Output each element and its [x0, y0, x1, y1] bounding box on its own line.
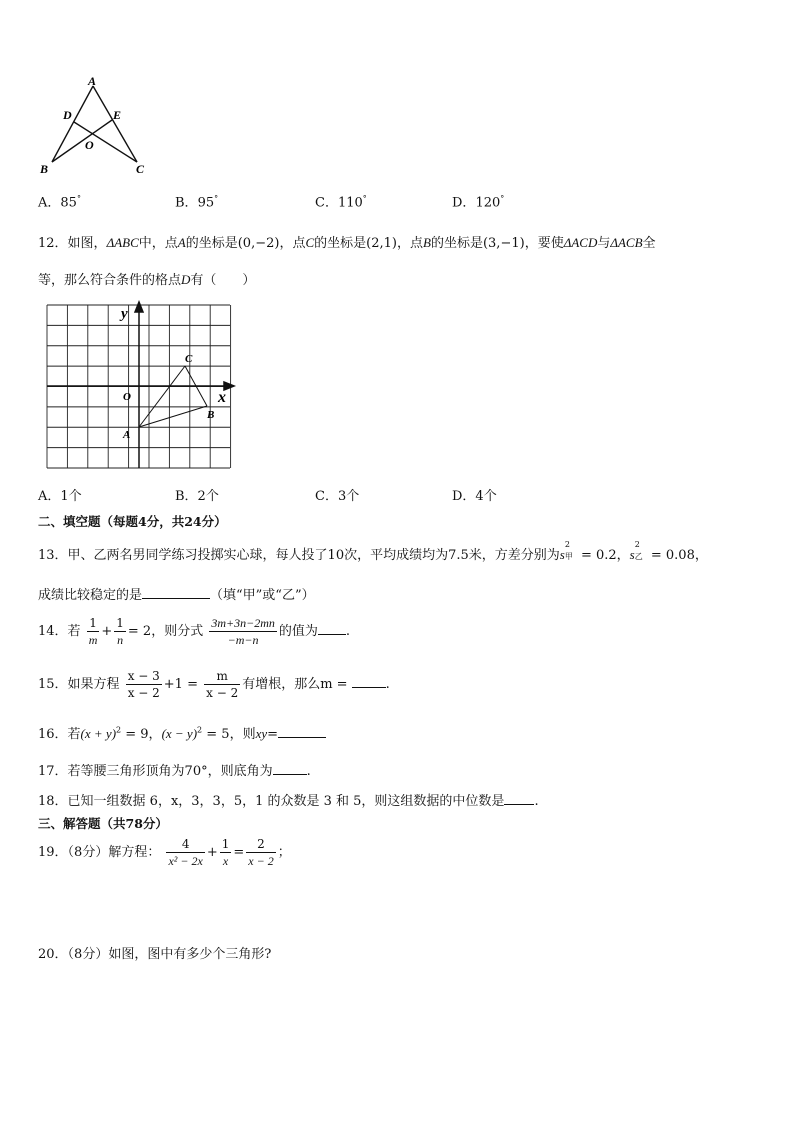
q11-option-d[interactable]: [452, 195, 504, 209]
text: 16．若: [38, 727, 81, 742]
math: (0,−2): [237, 236, 280, 251]
label-o: O: [123, 391, 131, 403]
label-a: A: [88, 74, 97, 88]
superscript: 2: [634, 540, 640, 549]
label-x: x: [218, 389, 226, 406]
math: +1 =: [163, 677, 198, 692]
degree-mark: °: [76, 194, 81, 203]
text: 的值为: [278, 624, 318, 639]
text: 的坐标是: [430, 236, 483, 251]
text: 如图，: [67, 236, 107, 251]
superscript: 2: [197, 725, 203, 735]
text: 19．（8分）解方程：: [38, 845, 161, 860]
math: = 5，则: [202, 727, 256, 742]
text: .: [534, 794, 539, 809]
math: C: [305, 235, 315, 250]
denominator: x² − 2x: [168, 854, 203, 868]
text: .: [385, 677, 390, 692]
text: = 2，则分式: [127, 624, 204, 639]
coordinate-grid-figure: [44, 300, 240, 472]
answer-blank[interactable]: [318, 622, 346, 635]
sub-sup: [634, 540, 647, 561]
math: (2,1): [366, 236, 397, 251]
answer-blank[interactable]: [504, 792, 534, 805]
option-value: 110: [337, 195, 363, 211]
section-heading-solve: 三、解答题（共78分）: [38, 816, 168, 831]
option-letter: D．: [452, 195, 476, 211]
degree-mark: °: [362, 194, 367, 203]
denominator: m: [88, 633, 98, 647]
denominator: x − 2: [127, 686, 160, 700]
subscript: 乙: [634, 552, 643, 561]
q13-line1: [38, 540, 708, 563]
q12-option-d[interactable]: D．4个: [452, 489, 497, 504]
math: s: [629, 547, 635, 562]
math: B: [423, 235, 431, 250]
option-letter: A．: [38, 195, 61, 211]
fraction-x3-over-x2: [126, 670, 162, 699]
text: 与: [597, 236, 611, 251]
fraction-1-over-m: [87, 617, 100, 646]
q16-line: [38, 725, 326, 741]
math: (x − y): [161, 726, 198, 741]
numerator: 1: [87, 617, 100, 632]
text: 17．若等腰三角形顶角为70°，则底角为: [38, 764, 273, 779]
denominator: x: [222, 854, 229, 868]
numerator: 1: [116, 616, 124, 630]
text: 等，那么符合条件的格点: [38, 273, 182, 288]
text: （填“甲”或“乙”）: [210, 588, 315, 603]
q12-option-b[interactable]: B．2个: [175, 489, 219, 504]
text: 全: [642, 236, 656, 251]
label-c: C: [185, 353, 193, 365]
q14-line: [38, 617, 350, 646]
q17-line: [38, 762, 311, 778]
q11-option-b[interactable]: [175, 195, 218, 209]
q11-option-c[interactable]: [315, 195, 367, 209]
label-y: y: [121, 306, 128, 322]
subscript: 甲: [564, 552, 573, 561]
option-value: 95: [197, 195, 215, 211]
segment-cd: [74, 122, 137, 162]
denominator: −m−n: [227, 633, 259, 647]
math: A: [177, 235, 186, 250]
section-heading-fill-in: 二、填空题（每题4分，共24分）: [38, 514, 227, 529]
fraction-expression: [209, 617, 277, 646]
math: s: [559, 547, 565, 562]
numerator: 1: [221, 837, 230, 851]
q20-line: 20．（8分）如图，图中有多少个三角形?: [38, 947, 272, 962]
answer-blank[interactable]: [278, 725, 326, 738]
fraction-4-over-x2-2x: [166, 838, 204, 867]
degree-mark: °: [500, 194, 505, 203]
q12-line1: [38, 236, 656, 250]
fraction-2-over-x-2: [246, 838, 275, 867]
text: 14．若: [38, 624, 81, 639]
math: = 0.2，: [576, 548, 630, 563]
option-value: 120: [475, 195, 501, 211]
math: = 0.08，: [646, 548, 708, 563]
y-axis-arrow: [135, 302, 143, 312]
math: (3,−1): [482, 236, 525, 251]
option-letter: B．: [175, 195, 198, 211]
label-d: D: [63, 108, 72, 122]
q12-option-a[interactable]: A．1个: [38, 489, 82, 504]
label-o: O: [85, 138, 94, 152]
numerator: x − 3: [127, 669, 160, 683]
superscript: 2: [116, 725, 122, 735]
math: xy: [255, 726, 268, 741]
label-a: A: [123, 429, 131, 441]
fraction-m-over-x2: [204, 670, 240, 699]
segment-ac: [139, 366, 185, 427]
q15-line: [38, 670, 390, 699]
answer-blank[interactable]: [352, 675, 386, 688]
label-c: C: [136, 162, 145, 176]
q12-option-c[interactable]: C．3个: [315, 489, 360, 504]
math: = 9，: [121, 727, 162, 742]
question-number: 12．: [38, 236, 68, 251]
denominator: x − 2: [206, 686, 239, 700]
text: ，要使: [524, 236, 564, 251]
label-e: E: [113, 108, 122, 122]
text: .: [306, 764, 311, 779]
numerator: 3m+3n−2mn: [211, 616, 275, 630]
math: ΔACB: [610, 235, 643, 250]
text: 15．如果方程: [38, 677, 120, 692]
label-b: B: [207, 409, 215, 421]
operator: +: [101, 624, 113, 639]
degree-mark: °: [214, 194, 219, 203]
math: =: [267, 727, 279, 742]
text: 13．甲、乙两名男同学练习投掷实心球，每人投了10次，平均成绩均为7.5米，方差分别为: [38, 548, 560, 563]
triangle-figure: [30, 74, 160, 180]
text: 中，点: [138, 236, 178, 251]
text: 18．已知一组数据 6，x，3，3，5，1 的众数是 3 和 5，则这组数据的中位数是: [38, 794, 505, 809]
sub-sup: [564, 540, 577, 561]
text: 有（ ）: [190, 273, 256, 288]
math: ΔACD: [563, 235, 598, 250]
denominator: x − 2: [248, 854, 274, 868]
q11-option-a[interactable]: [38, 195, 81, 209]
q12-line2: [38, 273, 255, 287]
operator: +: [206, 845, 218, 860]
text: 的坐标是: [314, 236, 367, 251]
text: 成绩比较稳定的是: [38, 588, 143, 603]
answer-blank[interactable]: [142, 586, 210, 599]
fraction-1-over-x: [220, 838, 232, 867]
option-value: 85: [60, 195, 77, 211]
text: 有增根，那么m =: [242, 677, 348, 692]
numerator: m: [204, 670, 240, 685]
q13-line2: [38, 586, 315, 602]
q19-line: [38, 838, 291, 867]
math: (x + y): [80, 726, 117, 741]
numerator: 2: [246, 838, 275, 853]
superscript: 2: [564, 540, 570, 549]
numerator: 4: [166, 838, 204, 853]
text: 的坐标是: [185, 236, 238, 251]
text: .: [345, 624, 351, 639]
text: ，点: [396, 236, 423, 251]
option-letter: C．: [315, 195, 338, 211]
label-b: B: [40, 162, 49, 176]
fraction-1-over-n: [114, 617, 126, 646]
math: D: [181, 272, 191, 287]
math: ΔABC: [106, 235, 139, 250]
text: ；: [277, 845, 291, 860]
segment-ac: [93, 86, 137, 162]
q18-line: [38, 792, 539, 808]
denominator: n: [117, 633, 124, 647]
answer-blank[interactable]: [273, 762, 307, 775]
operator: =: [233, 845, 245, 860]
text: ，点: [279, 236, 306, 251]
